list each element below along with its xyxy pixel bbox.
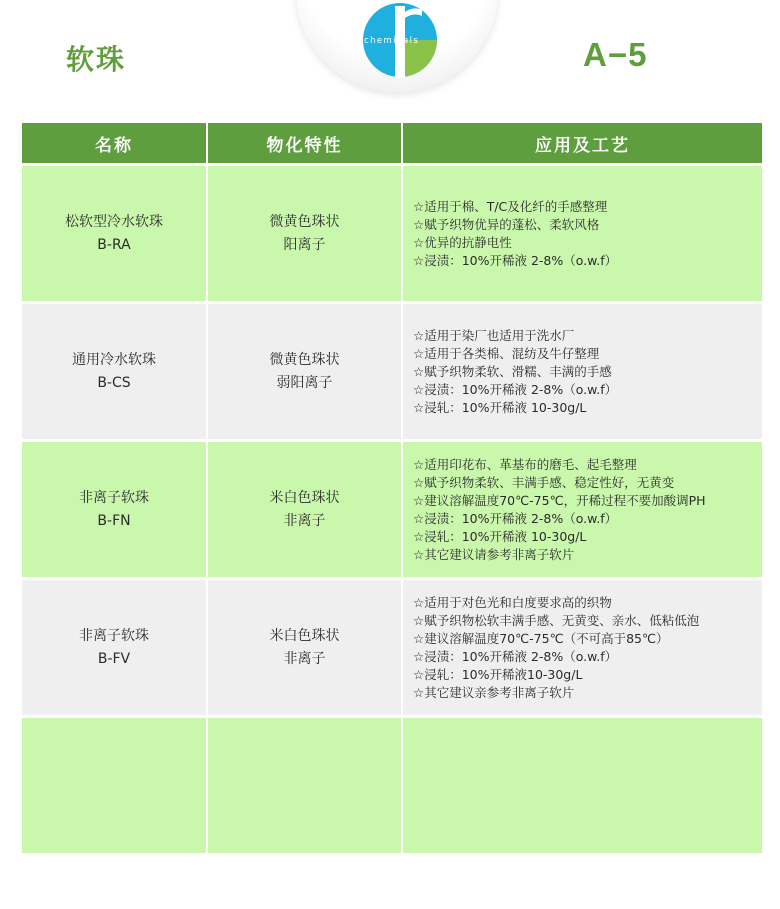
appearance: 微黄色珠状 bbox=[269, 213, 340, 230]
row-5-empty-cell bbox=[403, 718, 762, 853]
product-model: B-CS bbox=[97, 374, 131, 391]
application-line: ☆浸渍：10%开稀液 2-8%（o.w.f） bbox=[413, 252, 618, 268]
row-5-empty-cell bbox=[22, 718, 206, 853]
ionic-type: 非离子 bbox=[283, 512, 326, 529]
row-3-name-cell bbox=[22, 442, 206, 577]
application-line: ☆浸轧：10%开稀液 10-30g/L bbox=[413, 399, 587, 415]
row-4-properties-cell bbox=[208, 580, 401, 715]
row-1-application-cell bbox=[403, 166, 762, 301]
row-3-properties-cell bbox=[208, 442, 401, 577]
product-model: B-RA bbox=[97, 236, 131, 253]
ionic-type: 非离子 bbox=[283, 650, 326, 667]
column-header-application: 应用及工艺 bbox=[403, 123, 762, 163]
row-1-name-cell bbox=[22, 166, 206, 301]
row-1-properties-cell bbox=[208, 166, 401, 301]
row-2-properties-cell bbox=[208, 304, 401, 439]
product-name: 非离子软珠 bbox=[79, 627, 149, 644]
ionic-type: 弱阳离子 bbox=[276, 374, 333, 391]
column-header-properties: 物化特性 bbox=[208, 123, 401, 163]
application-line: ☆其它建议请参考非离子软片 bbox=[413, 546, 575, 562]
application-line: ☆浸渍：10%开稀液 2-8%（o.w.f） bbox=[413, 381, 618, 397]
application-line: ☆建议溶解温度70℃-75℃（不可高于85℃） bbox=[413, 630, 669, 646]
row-4-application-cell bbox=[403, 580, 762, 715]
application-line: ☆适用于对色光和白度要求高的织物 bbox=[413, 594, 612, 610]
application-line: ☆赋予织物优异的蓬松、柔软风格 bbox=[413, 216, 600, 232]
application-line: ☆浸轧：10%开稀液10-30g/L bbox=[413, 666, 583, 682]
row-4-name-cell bbox=[22, 580, 206, 715]
ionic-type: 阳离子 bbox=[283, 236, 326, 253]
application-line: ☆适用于染厂也适用于洗水厂 bbox=[413, 327, 575, 343]
application-line: ☆适用印花布、革基布的磨毛、起毛整理 bbox=[413, 456, 637, 472]
application-line: ☆其它建议亲参考非离子软片 bbox=[413, 684, 575, 700]
appearance: 微黄色珠状 bbox=[269, 351, 340, 368]
appearance: 米白色珠状 bbox=[269, 489, 340, 506]
product-code: A−5 bbox=[583, 36, 648, 73]
row-5-empty-cell bbox=[208, 718, 401, 853]
application-line: ☆赋予织物松软丰满手感、无黄变、亲水、低粘低泡 bbox=[413, 612, 700, 628]
application-line: ☆浸渍：10%开稀液 2-8%（o.w.f） bbox=[413, 648, 618, 664]
row-2-application-cell bbox=[403, 304, 762, 439]
row-3-application-cell bbox=[403, 442, 762, 577]
column-header-name: 名称 bbox=[22, 123, 206, 163]
application-line: ☆建议溶解温度70℃-75℃，开稀过程不要加酸调PH bbox=[413, 492, 706, 508]
application-line: ☆浸渍：10%开稀液 2-8%（o.w.f） bbox=[413, 510, 618, 526]
product-name: 通用冷水软珠 bbox=[72, 351, 156, 368]
application-line: ☆赋予织物柔软、丰满手感、稳定性好，无黄变 bbox=[413, 474, 675, 490]
product-name: 非离子软珠 bbox=[79, 489, 149, 506]
chemicals-logo bbox=[362, 2, 438, 78]
application-line: ☆优异的抗静电性 bbox=[413, 234, 512, 250]
application-line: ☆适用于棉、T/C及化纤的手感整理 bbox=[413, 198, 608, 214]
application-line: ☆赋予织物柔软、滑糯、丰满的手感 bbox=[413, 363, 612, 379]
logo-text: chemicals bbox=[364, 36, 420, 46]
row-2-name-cell bbox=[22, 304, 206, 439]
application-line: ☆适用于各类棉、混纺及牛仔整理 bbox=[413, 345, 600, 361]
product-name: 松软型冷水软珠 bbox=[65, 213, 163, 230]
application-line: ☆浸轧：10%开稀液 10-30g/L bbox=[413, 528, 587, 544]
product-model: B-FV bbox=[97, 650, 131, 667]
product-model: B-FN bbox=[97, 512, 131, 529]
product-table bbox=[22, 123, 762, 853]
appearance: 米白色珠状 bbox=[269, 627, 340, 644]
page-title: 软珠 bbox=[66, 43, 127, 76]
